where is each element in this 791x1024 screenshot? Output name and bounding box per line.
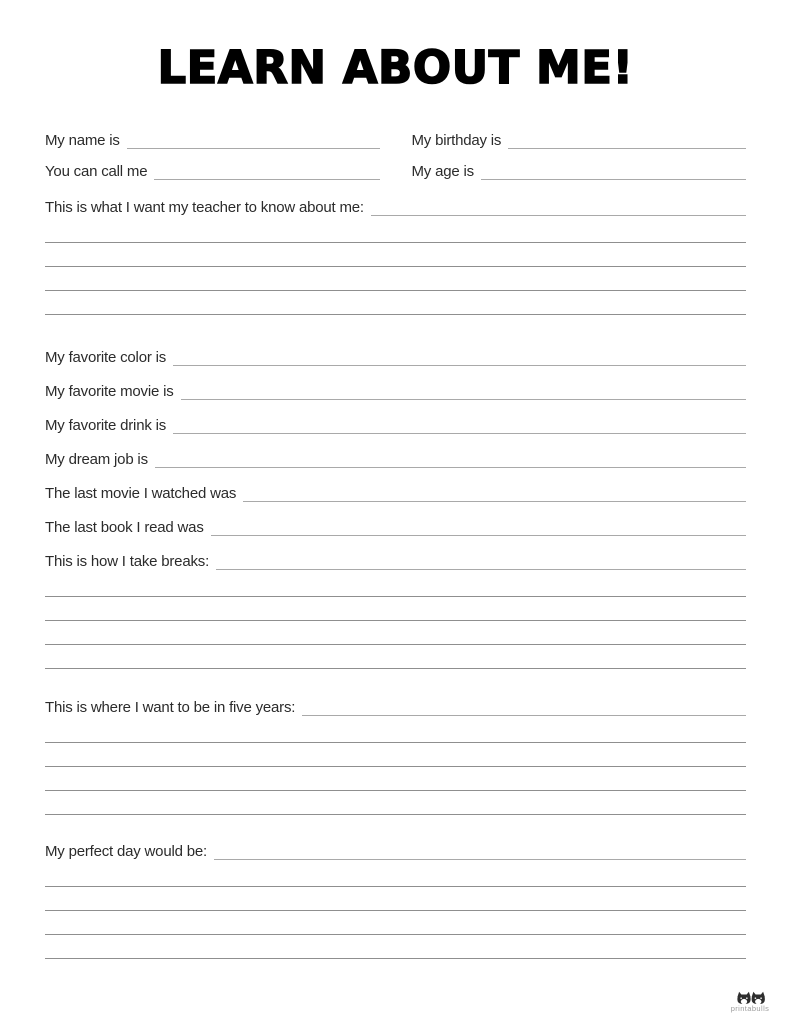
birthday-label: My birthday is xyxy=(411,131,502,149)
perfect-day-field xyxy=(45,843,746,863)
blank-writing-line[interactable] xyxy=(45,267,746,291)
single-fields-list xyxy=(45,349,746,539)
blank-writing-line[interactable] xyxy=(45,719,746,743)
top-fields-grid xyxy=(45,132,746,183)
blank-writing-line[interactable] xyxy=(45,791,746,815)
favorite-drink-field xyxy=(45,417,746,437)
dream-job-input-line[interactable] xyxy=(155,451,746,468)
last-book-label: The last book I read was xyxy=(45,518,204,536)
favorite-color-label: My favorite color is xyxy=(45,348,167,366)
favorite-color-field xyxy=(45,349,746,369)
age-label: My age is xyxy=(411,162,474,180)
name-label: My name is xyxy=(45,131,120,149)
blank-writing-line[interactable] xyxy=(45,767,746,791)
age-input-line[interactable] xyxy=(481,163,746,180)
five-years-section xyxy=(45,699,746,815)
perfect-day-input-line[interactable] xyxy=(214,843,746,860)
blank-writing-line[interactable] xyxy=(45,911,746,935)
call-me-input-line[interactable] xyxy=(154,163,379,180)
breaks-label: This is how I take breaks: xyxy=(45,552,210,570)
last-movie-field xyxy=(45,485,746,505)
age-field xyxy=(412,163,747,183)
blank-writing-line[interactable] xyxy=(45,243,746,267)
last-book-input-line[interactable] xyxy=(211,519,746,536)
birthday-field xyxy=(412,132,747,152)
favorite-color-input-line[interactable] xyxy=(173,349,746,366)
perfect-day-label: My perfect day would be: xyxy=(45,842,207,860)
teacher-label: This is what I want my teacher to know about me: xyxy=(45,198,364,216)
name-field xyxy=(45,132,380,152)
teacher-field xyxy=(45,199,746,219)
five-years-input-line[interactable] xyxy=(302,699,746,716)
printabulls-wordmark: printabulls xyxy=(730,1003,770,1013)
blank-writing-line[interactable] xyxy=(45,219,746,243)
breaks-input-line[interactable] xyxy=(216,553,746,570)
bulldogs-icon xyxy=(726,991,774,1004)
teacher-input-line[interactable] xyxy=(371,199,746,216)
page-title: LEARN ABOUT ME! xyxy=(157,41,634,94)
blank-writing-line[interactable] xyxy=(45,597,746,621)
name-input-line[interactable] xyxy=(127,132,380,149)
call-me-label: You can call me xyxy=(45,162,148,180)
perfect-day-section xyxy=(45,843,746,959)
blank-writing-line[interactable] xyxy=(45,645,746,669)
breaks-section xyxy=(45,553,746,669)
call-me-field xyxy=(45,163,380,183)
blank-writing-line[interactable] xyxy=(45,573,746,597)
blank-writing-line[interactable] xyxy=(45,743,746,767)
five-years-field xyxy=(45,699,746,719)
last-movie-label: The last movie I watched was xyxy=(45,484,237,502)
favorite-movie-field xyxy=(45,383,746,403)
last-movie-input-line[interactable] xyxy=(243,485,746,502)
teacher-section xyxy=(45,199,746,315)
blank-writing-line[interactable] xyxy=(45,935,746,959)
dream-job-label: My dream job is xyxy=(45,450,148,468)
breaks-field xyxy=(45,553,746,573)
blank-writing-line[interactable] xyxy=(45,621,746,645)
favorite-drink-input-line[interactable] xyxy=(173,417,746,434)
five-years-label: This is where I want to be in five years: xyxy=(45,698,296,716)
favorite-movie-label: My favorite movie is xyxy=(45,382,174,400)
birthday-input-line[interactable] xyxy=(508,132,746,149)
blank-writing-line[interactable] xyxy=(45,291,746,315)
blank-writing-line[interactable] xyxy=(45,887,746,911)
printabulls-logo xyxy=(726,991,774,1013)
favorite-drink-label: My favorite drink is xyxy=(45,416,167,434)
favorite-movie-input-line[interactable] xyxy=(181,383,746,400)
dream-job-field xyxy=(45,451,746,471)
blank-writing-line[interactable] xyxy=(45,863,746,887)
last-book-field xyxy=(45,519,746,539)
